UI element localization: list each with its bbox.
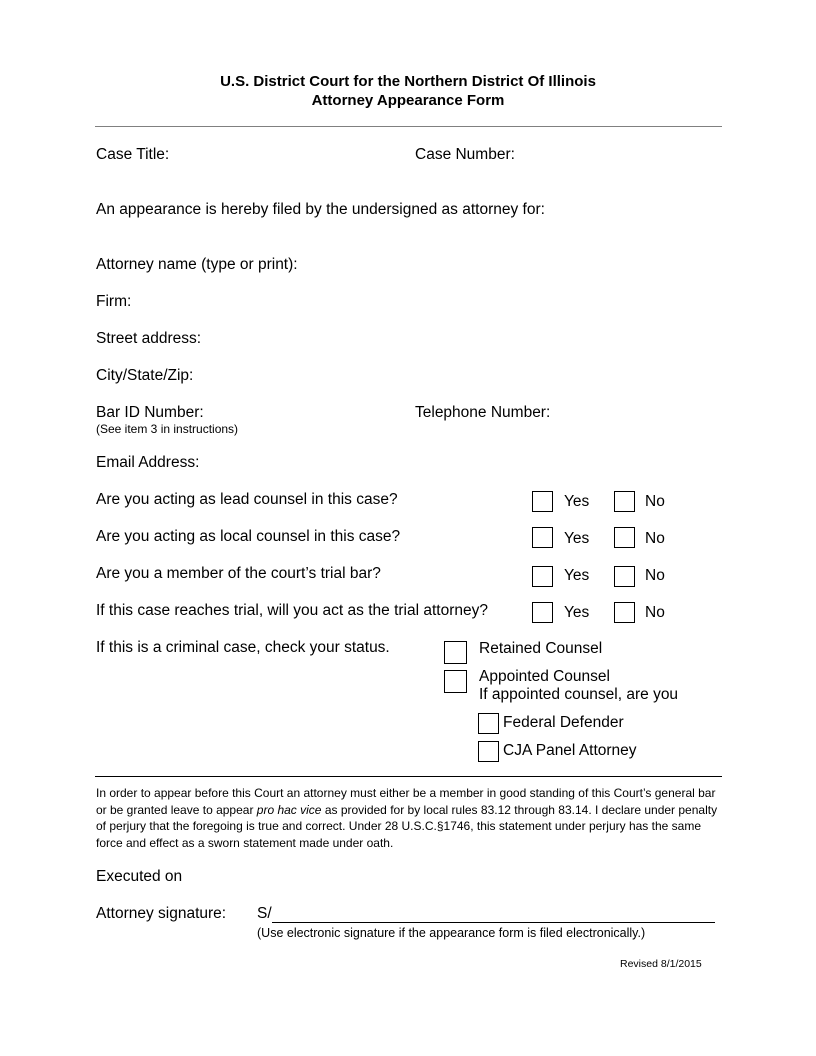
lead-counsel-no-label: No — [645, 493, 665, 510]
trial-bar-no-label: No — [645, 567, 665, 584]
trial-bar-yes-checkbox[interactable] — [532, 566, 553, 587]
appointed-followup-label: If appointed counsel, are you — [479, 686, 679, 703]
lead-counsel-yes-label: Yes — [564, 493, 590, 510]
federal-defender-checkbox[interactable] — [478, 713, 499, 734]
case-title-label: Case Title: — [96, 146, 170, 163]
signature-note: (Use electronic signature if the appearance form is filed electronically.) — [257, 926, 646, 940]
cja-panel-label: CJA Panel Attorney — [503, 742, 637, 759]
bar-id-note: (See item 3 in instructions) — [96, 422, 239, 436]
appearance-statement: An appearance is hereby filed by the undersigned as attorney for: — [96, 201, 545, 218]
case-number-label: Case Number: — [415, 146, 515, 163]
revised-date: Revised 8/1/2015 — [620, 958, 702, 970]
telephone-label: Telephone Number: — [415, 404, 551, 421]
appointed-counsel-label: Appointed Counsel — [479, 668, 610, 685]
local-counsel-no-label: No — [645, 530, 665, 547]
retained-counsel-checkbox[interactable] — [444, 641, 467, 664]
trial-attorney-no-label: No — [645, 604, 665, 621]
trial-attorney-yes-checkbox[interactable] — [532, 602, 553, 623]
city-state-zip-label: City/State/Zip: — [96, 367, 194, 384]
signature-line[interactable] — [272, 922, 715, 923]
firm-label: Firm: — [96, 293, 132, 310]
trial-attorney-yes-label: Yes — [564, 604, 590, 621]
local-counsel-no-checkbox[interactable] — [614, 527, 635, 548]
section-divider — [95, 776, 722, 777]
trial-bar-yes-label: Yes — [564, 567, 590, 584]
retained-counsel-label: Retained Counsel — [479, 640, 603, 657]
trial-bar-question: Are you a member of the court’s trial bar? — [96, 565, 381, 582]
email-label: Email Address: — [96, 454, 200, 471]
lead-counsel-question: Are you acting as lead counsel in this case? — [96, 491, 398, 508]
attorney-name-label: Attorney name (type or print): — [96, 256, 298, 273]
criminal-status-question: If this is a criminal case, check your status. — [96, 639, 390, 656]
street-address-label: Street address: — [96, 330, 202, 347]
local-counsel-yes-label: Yes — [564, 530, 590, 547]
bar-id-label: Bar ID Number: — [96, 404, 204, 421]
local-counsel-question: Are you acting as local counsel in this case? — [96, 528, 401, 545]
appointed-counsel-checkbox[interactable] — [444, 670, 467, 693]
signature-prefix: S/ — [257, 905, 272, 922]
trial-bar-no-checkbox[interactable] — [614, 566, 635, 587]
local-counsel-yes-checkbox[interactable] — [532, 527, 553, 548]
trial-attorney-question: If this case reaches trial, will you act as the trial attorney? — [96, 602, 488, 619]
lead-counsel-no-checkbox[interactable] — [614, 491, 635, 512]
lead-counsel-yes-checkbox[interactable] — [532, 491, 553, 512]
declaration-text: In order to appear before this Court an attorney must either be a member in good standing of this Court’s general bar or be granted leave to appear pro hac vice as provided for by local rules 83.12 through 83.14. I declare under penalty of perjury that the foregoing is true and correct. Under 28 U.S.C.§1746, this statement under perjury has the same force and effect as a sworn statement made under oath. — [96, 786, 718, 850]
attorney-signature-label: Attorney signature: — [96, 905, 227, 922]
form-court-title: U.S. District Court for the Northern District Of Illinois — [220, 73, 596, 90]
trial-attorney-no-checkbox[interactable] — [614, 602, 635, 623]
cja-panel-checkbox[interactable] — [478, 741, 499, 762]
pro-hac-vice-text: pro hac vice — [256, 802, 322, 817]
federal-defender-label: Federal Defender — [503, 714, 624, 731]
executed-on-label: Executed on — [96, 868, 183, 885]
form-title: Attorney Appearance Form — [311, 92, 505, 109]
header-divider — [95, 126, 722, 127]
